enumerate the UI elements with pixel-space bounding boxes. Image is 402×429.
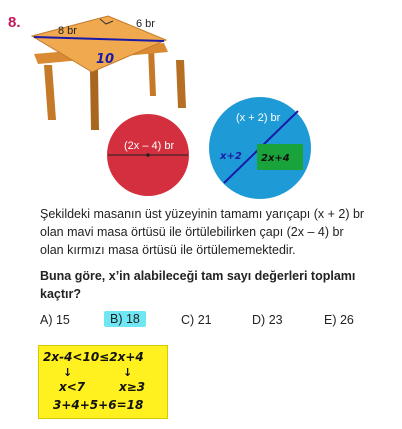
choice-value: 18	[125, 312, 140, 326]
question-number: 8.	[8, 14, 21, 31]
choice-e[interactable]	[324, 313, 354, 327]
figure	[0, 0, 402, 205]
red-cloth-label: (2x – 4) br	[124, 140, 175, 152]
question-prompt: Buna göre, x’in alabileceği tam sayı değerleri toplamı kaçtır?	[40, 269, 356, 301]
handwritten-solution	[39, 346, 167, 418]
solution-line-3a: x<7	[59, 380, 86, 394]
choice-a[interactable]	[40, 313, 70, 327]
choice-d[interactable]	[252, 313, 283, 327]
choice-c[interactable]	[181, 313, 212, 327]
solution-arrow-right: ↓	[123, 366, 133, 379]
choice-b[interactable]	[104, 311, 146, 327]
blue-cloth-label: (x + 2) br	[236, 112, 281, 124]
choice-value: 21	[197, 313, 212, 327]
solution-line-3b: x≥3	[119, 380, 146, 394]
table-diagonal-handwritten: 10	[96, 52, 115, 67]
handwritten-solution-note	[38, 345, 168, 419]
blue-handwritten-radius: x+2	[220, 151, 242, 162]
choice-letter: A)	[40, 313, 53, 327]
question-text	[40, 205, 370, 311]
table-side-a-label: 8 br	[58, 25, 77, 37]
red-center-dot	[146, 153, 150, 157]
solution-line-4: 3+4+5+6=18	[53, 398, 144, 412]
blue-handwritten-diameter: 2x+4	[261, 153, 290, 164]
solution-line-1: 2x-4<10≤2x+4	[43, 350, 144, 364]
choice-letter: B)	[110, 312, 123, 326]
question-paragraph: Şekildeki masanın üst yüzeyinin tamamı yarıçapı (x + 2) br olan mavi masa örtüsü ile örtülebilirken çapı (2x – 4) br olan kırmızı masa örtüsü ile örtülememektedir.	[40, 207, 365, 257]
choice-letter: D)	[252, 313, 266, 327]
answer-choices	[40, 313, 380, 331]
choice-letter: E)	[324, 313, 337, 327]
choice-value: 15	[55, 313, 70, 327]
table-side-b-label: 6 br	[136, 18, 155, 30]
choice-value: 26	[339, 313, 354, 327]
choice-value: 23	[268, 313, 283, 327]
solution-arrow-left: ↓	[63, 366, 73, 379]
choice-letter: C)	[181, 313, 195, 327]
